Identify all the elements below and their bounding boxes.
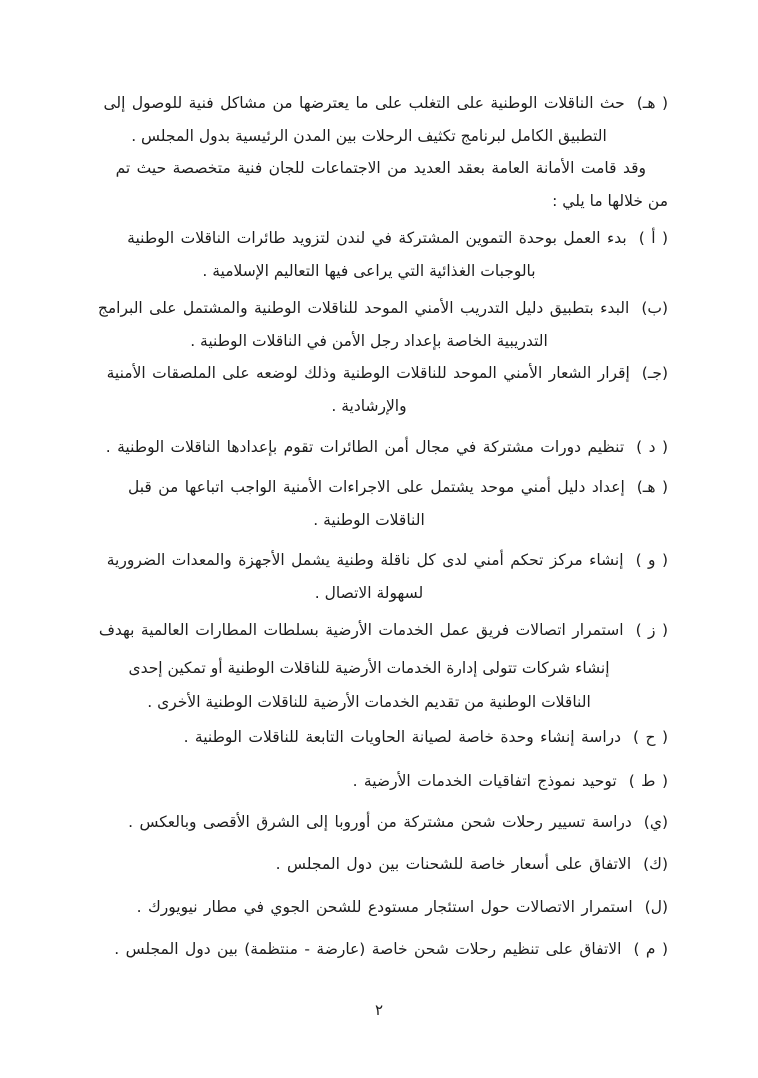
item-first-line [70,292,668,325]
item-label: (ب) [641,299,668,317]
item-label: ( هـ) [636,94,668,112]
item-label: ( ز ) [635,621,668,639]
list-item-heh-intro [70,87,668,153]
item-text: البدء بتطبيق دليل التدريب الأمني الموحد للناقلات الوطنية والمشتمل على البرامج [97,299,630,317]
list-item-lam [70,891,668,924]
item-text: إقرار الشعار الأمني الموحد للناقلات الوطنية وذلك لوضعه على الملصقات الأمنية [106,364,630,382]
item-label: (ك) [643,855,668,873]
item-label: ( د ) [636,438,668,456]
item-label: ( هـ) [636,478,668,496]
item-first-line [70,87,668,120]
list-item-kaf [70,848,668,881]
item-first-line [70,933,668,966]
list-item-waw [70,544,668,610]
item-first-line [70,891,668,924]
list-item-meem [70,933,668,966]
item-text: إعداد دليل أمني موحد يشتمل على الاجراءات الأمنية الواجب اتباعها من قبل [127,478,625,496]
item-text: دراسة تسيير رحلات شحن مشتركة من أوروبا إلى الشرق الأقصى وبالعكس . [128,813,632,831]
item-first-line [70,431,668,464]
item-continuation-line: لسهولة الاتصال . [314,584,424,602]
item-first-line [70,222,668,255]
item-text: بدء العمل بوحدة التموين المشتركة في لندن لتزويد طائرات الناقلات الوطنية [127,229,627,247]
item-continuation-line: بالوجبات الغذائية التي يراعى فيها التعاليم الإسلامية . [202,262,536,280]
item-first-line [70,614,668,647]
item-text: توحيد نموذج اتفاقيات الخدمات الأرضية . [352,772,617,790]
item-first-line [70,544,668,577]
item-continuation-line: التدريبية الخاصة بإعداد رجل الأمن في الناقلات الوطنية . [190,332,548,350]
secretariat-paragraph [70,152,668,218]
list-item-zay [70,614,668,719]
item-label: ( م ) [633,940,668,958]
item-text: استمرار اتصالات فريق عمل الخدمات الأرضية بسلطات المطارات العالمية بهدف [98,621,624,639]
item-text: دراسة إنشاء وحدة خاصة لصيانة الحاويات التابعة للناقلات الوطنية . [183,728,622,746]
item-text: إنشاء مركز تحكم أمني لدى كل ناقلة وطنية يشمل الأجهزة والمعدات الضرورية [106,551,624,569]
list-item-jeem [70,357,668,423]
list-item-tah [70,765,668,798]
item-label: ( أ ) [638,229,668,247]
item-continuation-line: الناقلات الوطنية . [313,511,425,529]
list-item-yeh [70,806,668,839]
item-continuation-line: إنشاء شركات تتولى إدارة الخدمات الأرضية للناقلات الوطنية أو تمكين إحدى [128,659,610,677]
item-label: ( ط ) [628,772,668,790]
item-text: الاتفاق على تنظيم رحلات شحن خاصة (عارضة - منتظمة) بين دول المجلس . [114,940,622,958]
item-label: (ي) [643,813,668,831]
item-first-line [70,721,668,754]
item-first-line [70,765,668,798]
page-number: ٢ [374,1001,384,1019]
item-label: (جـ) [641,364,668,382]
item-continuation-line: والإرشادية . [331,397,407,415]
list-item-beh [70,292,668,358]
item-first-line [70,471,668,504]
item-text: حث الناقلات الوطنية على التغلب على ما يعترضها من مشاكل فنية للوصول إلى [103,94,625,112]
item-text: تنظيم دورات مشتركة في مجال أمن الطائرات تقوم بإعدادها الناقلات الوطنية . [105,438,625,456]
paragraph-line: وقد قامت الأمانة العامة بعقد العديد من الاجتماعات للجان فنية متخصصة حيث تم [115,159,646,177]
item-text: الاتفاق على أسعار خاصة للشحنات بين دول المجلس . [275,855,632,873]
item-label: ( و ) [635,551,668,569]
item-first-line [70,848,668,881]
paragraph-line: من خلالها ما يلي : [552,192,668,210]
item-label: (ل) [644,898,668,916]
list-item-hah [70,721,668,754]
item-first-line [70,357,668,390]
list-item-dal [70,431,668,464]
item-label: ( ح ) [633,728,668,746]
list-item-alef [70,222,668,288]
item-continuation-line: الناقلات الوطنية من تقديم الخدمات الأرضية للناقلات الوطنية الأخرى . [147,693,591,711]
list-item-heh [70,471,668,537]
item-continuation-line: التطبيق الكامل لبرنامج تكثيف الرحلات بين المدن الرئيسية بدول المجلس . [131,127,607,145]
item-text: استمرار الاتصالات حول استئجار مستودع للشحن الجوي في مطار نيويورك . [136,898,633,916]
item-first-line [70,806,668,839]
